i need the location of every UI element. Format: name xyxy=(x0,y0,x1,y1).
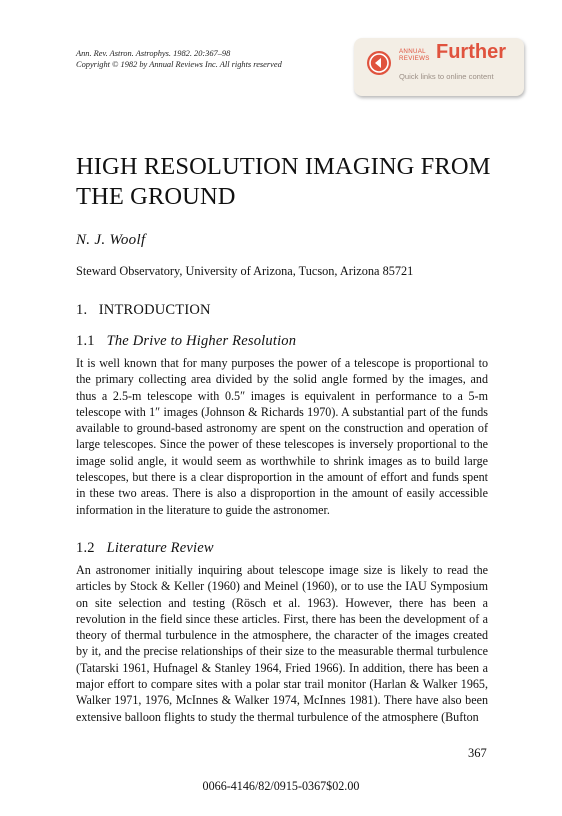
section-number: 1. xyxy=(76,302,88,318)
author: N. J. Woolf xyxy=(76,232,146,248)
journal-line: Ann. Rev. Astron. Astrophys. 1982. 20:367–98 xyxy=(76,49,231,58)
quick-links-label: Quick links to online content xyxy=(399,72,494,81)
section-title: INTRODUCTION xyxy=(98,302,211,318)
article-title xyxy=(76,152,516,212)
subsection-number: 1.2 xyxy=(76,540,95,556)
title-line-2: THE GROUND xyxy=(76,183,236,210)
logo-annual: ANNUAL xyxy=(399,48,426,55)
title-line-1: HIGH RESOLUTION IMAGING FROM xyxy=(76,153,491,180)
subsection-heading-drive xyxy=(76,333,296,350)
page-number: 367 xyxy=(468,746,487,760)
subsection-number: 1.1 xyxy=(76,333,95,349)
further-label: Further xyxy=(436,41,506,63)
play-arrow-icon xyxy=(367,51,391,75)
further-banner[interactable] xyxy=(354,38,524,96)
affiliation: Steward Observatory, University of Arizona, Tucson, Arizona 85721 xyxy=(76,264,414,278)
logo-reviews: REVIEWS xyxy=(399,55,430,62)
article-code: 0066-4146/82/0915-0367$02.00 xyxy=(202,779,360,793)
subsection-title: The Drive to Higher Resolution xyxy=(106,333,297,349)
journal-citation xyxy=(76,48,282,70)
subsection-heading-literature xyxy=(76,540,214,557)
subsection-title: Literature Review xyxy=(106,540,214,556)
copyright-line: Copyright © 1982 by Annual Reviews Inc. All rights reserved xyxy=(76,60,282,69)
section-heading-introduction xyxy=(76,302,211,319)
paragraph-literature: An astronomer initially inquiring about telescope image size is likely to read the articles by Stock & Keller (1960) and Meinel (1960), or to use the IAU Symposium on site selection and testing (Rösch et al. 1963). However, there has been a revolution in the field since these articles. First, there has been the development of a theory of thermal turbulence in the atmosphere, the character of the images created by it, and the precise relationships of their size to the measurable thermal turbulence (Tatarski 1961, Hufnagel & Stanley 1964, Fried 1966). In addition, there has been a major effort to compare sites with a polar star trail monitor (Harlan & Walker 1965, Walker 1971, 1976, McInnes & Walker 1974, McInnes 1981). There have also been extensive balloon flights to study the thermal turbulence of the atmosphere (Bufton xyxy=(76,563,488,724)
annual-reviews-logo-text xyxy=(399,48,430,62)
paragraph-drive: It is well known that for many purposes the power of a telescope is proportional to the primary collecting area divided by the solid angle formed by the images, and thus a 2.5-m telescope with 0.5″ images is equivalent in performance to a 5-m telescope with 1″ images (Johnson & Richards 1970). A substantial part of the funds available to ground-based astronomy are spent on the construction and operation of large telescopes. Since the power of these telescopes is inversely proportional to the image solid angle, it would seem as worthwhile to shrink images as to build large telescopes, but there is a clear disproportion in the amount of effort and funds spent in these two areas. There is also a disproportion in the amount of easily accessible information in the literature to guide the astronomer. xyxy=(76,356,488,517)
